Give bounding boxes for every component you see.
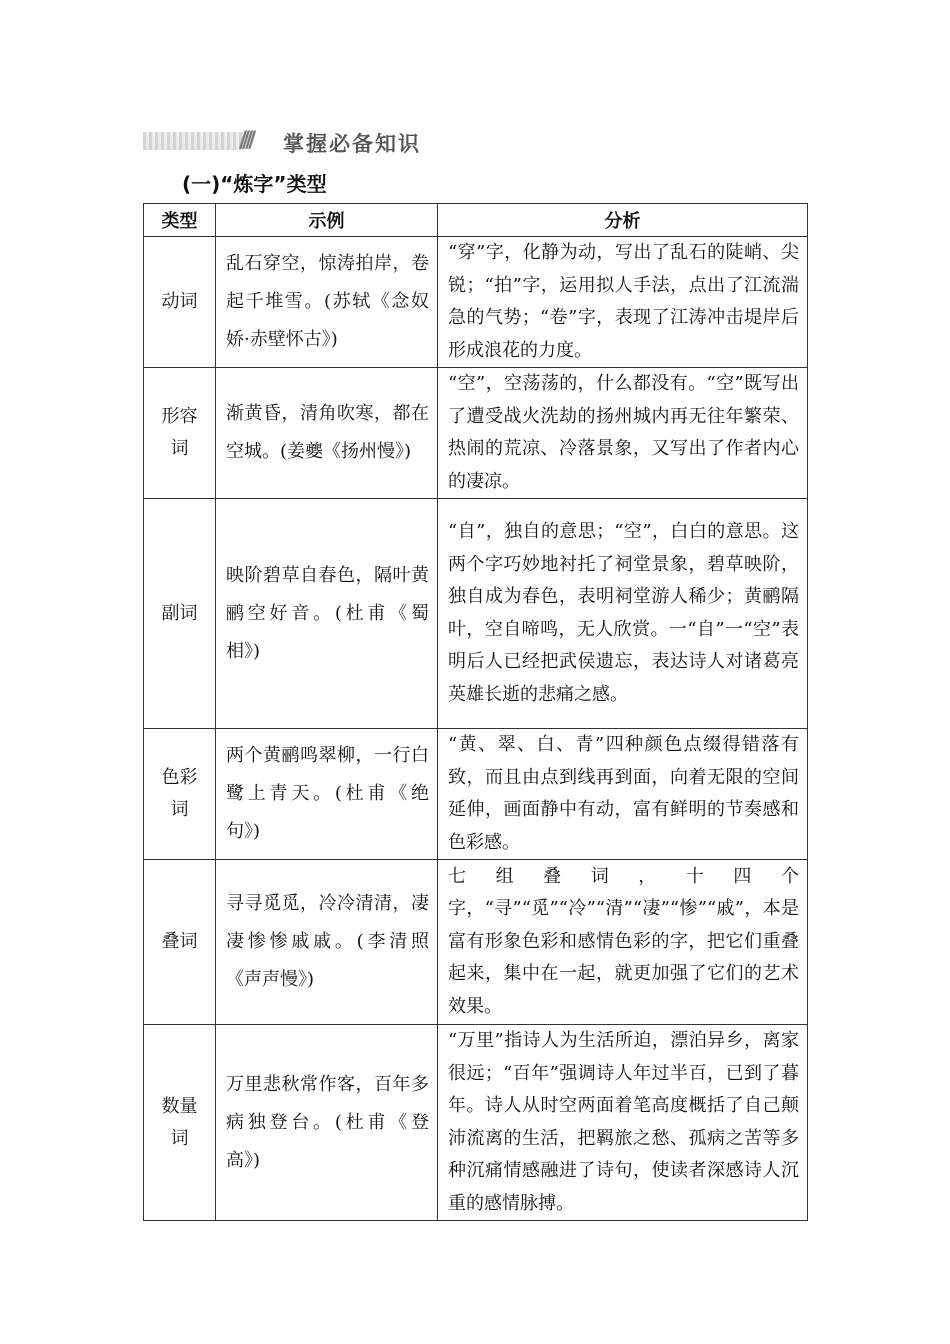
banner-title: 掌握必备知识	[283, 132, 421, 156]
row-example: 映阶碧草自春色，隔叶黄鹂空好音。(杜甫《蜀相》)	[216, 499, 438, 729]
row-analysis: 七组叠词，十四个字，“寻”“觅”“冷”“清”“凄”“惨”“戚”，本是富有形象色彩和感情色彩的字，把它们重叠起来，集中在一起，就更加强了它们的艺术效果。	[438, 860, 808, 1025]
section-title: (一)“炼字”类型	[182, 172, 327, 196]
table-header-row	[144, 204, 808, 237]
header-type: 类型	[144, 204, 216, 237]
lianzi-type-table	[143, 203, 808, 1221]
header-example: 示例	[216, 204, 438, 237]
section-banner	[143, 128, 443, 154]
row-example: 两个黄鹂鸣翠柳，一行白鹭上青天。(杜甫《绝句》)	[216, 729, 438, 860]
banner-gradient-bar	[143, 132, 243, 150]
table-row	[144, 368, 808, 499]
row-example: 乱石穿空，惊涛拍岸，卷起千堆雪。(苏轼《念奴娇·赤壁怀古》)	[216, 237, 438, 368]
row-type: 数量词	[144, 1025, 216, 1221]
row-type: 叠词	[144, 860, 216, 1025]
row-example: 万里悲秋常作客，百年多病独登台。(杜甫《登高》)	[216, 1025, 438, 1221]
table-row	[144, 860, 808, 1025]
row-analysis: “自”，独自的意思；“空”，白白的意思。这两个字巧妙地衬托了祠堂景象，碧草映阶，独自成为春色，表明祠堂游人稀少；黄鹂隔叶，空自啼鸣，无人欣赏。一“自”一“空”表明后人已经把武侯遗忘，表达诗人对诸葛亮英雄长逝的悲痛之感。	[438, 499, 808, 729]
table-row	[144, 1025, 808, 1221]
row-type: 动词	[144, 237, 216, 368]
header-analysis: 分析	[438, 204, 808, 237]
banner-slash-decoration: ////	[239, 128, 252, 153]
row-example: 寻寻觅觅，冷冷清清，凄凄惨惨戚戚。(李清照《声声慢》)	[216, 860, 438, 1025]
row-example: 渐黄昏，清角吹寒，都在空城。(姜夔《扬州慢》)	[216, 368, 438, 499]
row-analysis: “空”，空荡荡的，什么都没有。“空”既写出了遭受战火洗劫的扬州城内再无往年繁荣、热闹的荒凉、冷落景象，又写出了作者内心的凄凉。	[438, 368, 808, 499]
row-type: 副词	[144, 499, 216, 729]
table-row	[144, 499, 808, 729]
row-type: 色彩词	[144, 729, 216, 860]
table-row	[144, 729, 808, 860]
table-row	[144, 237, 808, 368]
row-type: 形容词	[144, 368, 216, 499]
row-analysis: “黄、翠、白、青”四种颜色点缀得错落有致，而且由点到线再到面，向着无限的空间延伸，画面静中有动，富有鲜明的节奏感和色彩感。	[438, 729, 808, 860]
row-analysis: “万里”指诗人为生活所迫，漂泊异乡，离家很远；“百年”强调诗人年过半百，已到了暮年。诗人从时空两面着笔高度概括了自己颠沛流离的生活，把羁旅之愁、孤病之苦等多种沉痛情感融进了诗句，使读者深感诗人沉重的感情脉搏。	[438, 1025, 808, 1221]
row-analysis: “穿”字，化静为动，写出了乱石的陡峭、尖锐；“拍”字，运用拟人手法，点出了江流湍急的气势；“卷”字，表现了江涛冲击堤岸后形成浪花的力度。	[438, 237, 808, 368]
